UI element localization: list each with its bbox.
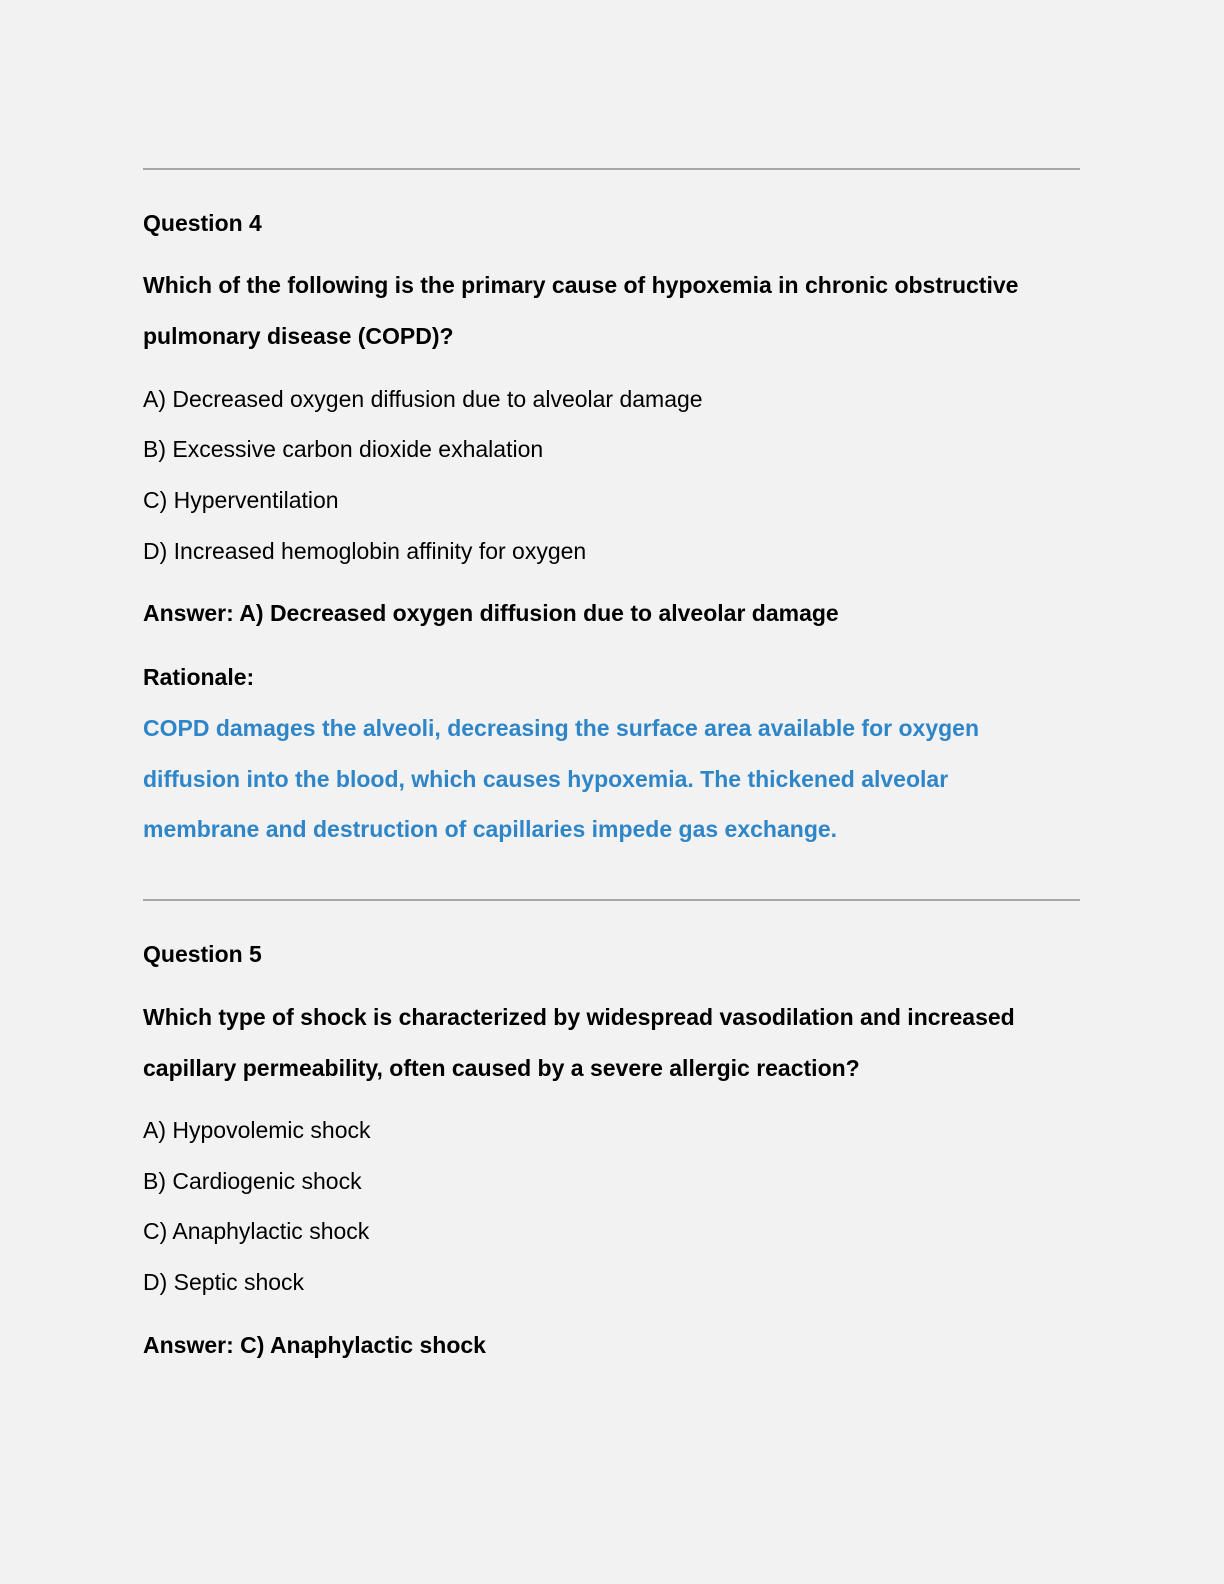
answer-option: A) Hypovolemic shock	[143, 1117, 371, 1143]
rationale-text: COPD damages the alveoli, decreasing the surface area available for oxygen diffusion into the blood, which causes hypoxemia. The thickened alveolar membrane and destruction of capillaries impede gas exchange.	[143, 715, 980, 842]
section-divider	[143, 899, 1080, 901]
section-divider	[143, 168, 1080, 170]
answer-option: C) Anaphylactic shock	[143, 1218, 370, 1244]
answer-option: C) Hyperventilation	[143, 487, 339, 513]
answer-option: B) Cardiogenic shock	[143, 1168, 362, 1194]
question-text: Which of the following is the primary cause of hypoxemia in chronic obstructive pulmonary disease (COPD)?	[143, 272, 1019, 349]
correct-answer: Answer: C) Anaphylactic shock	[143, 1332, 486, 1358]
rationale-label: Rationale:	[143, 664, 255, 690]
answer-option: B) Excessive carbon dioxide exhalation	[143, 436, 544, 462]
answer-option: D) Increased hemoglobin affinity for oxygen	[143, 538, 587, 564]
answer-option: A) Decreased oxygen diffusion due to alveolar damage	[143, 386, 703, 412]
question-heading: Question 4	[143, 210, 262, 236]
correct-answer: Answer: A) Decreased oxygen diffusion due to alveolar damage	[143, 600, 839, 626]
answer-option: D) Septic shock	[143, 1269, 305, 1295]
question-text: Which type of shock is characterized by widespread vasodilation and increased capillary permeability, often caused by a severe allergic reaction?	[143, 1004, 1015, 1081]
question-heading: Question 5	[143, 941, 262, 967]
